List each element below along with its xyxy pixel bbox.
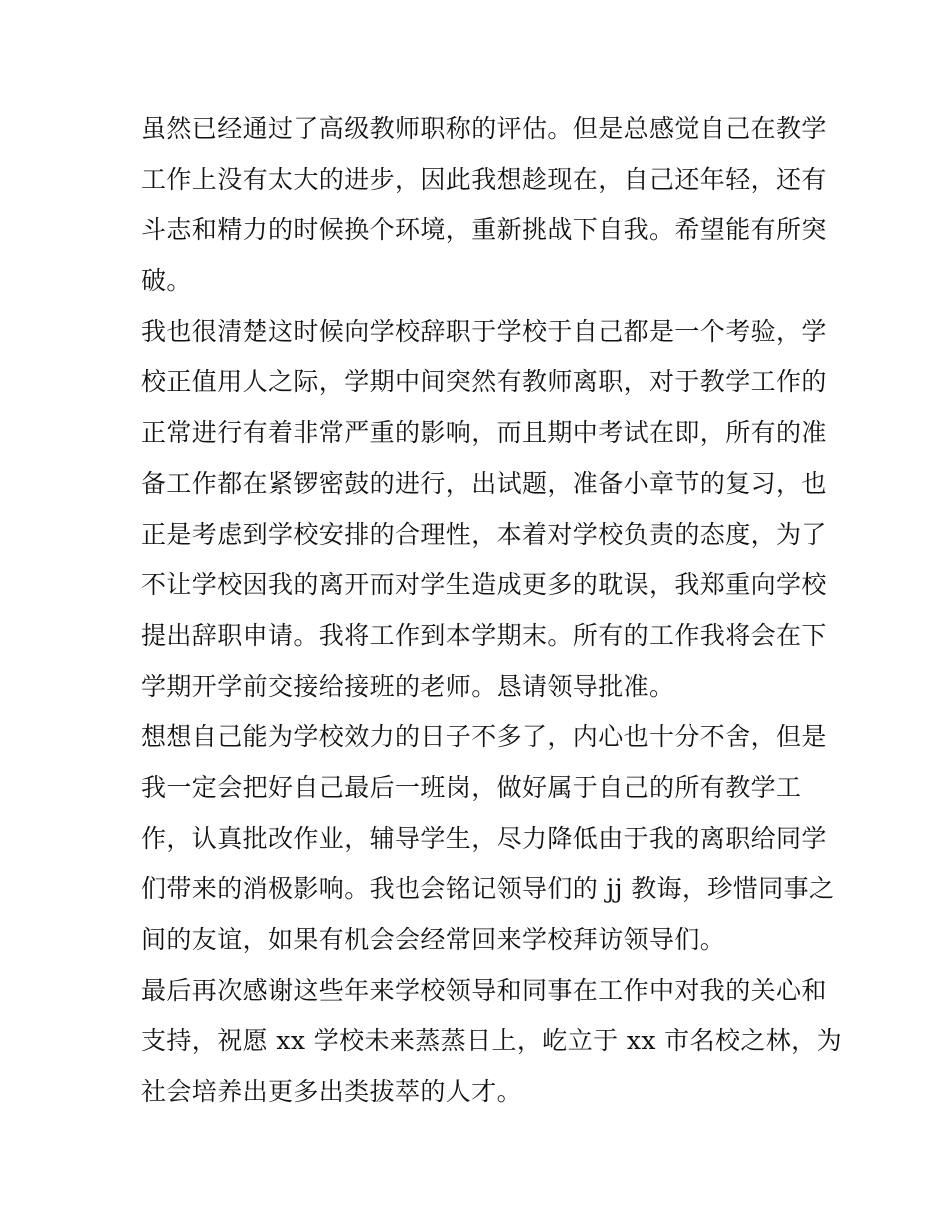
text-line: 虽然已经通过了高级教师职称的评估。但是总感觉自己在教学 [141,114,827,143]
text-line: 不让学校因我的离开而对学生造成更多的耽误，我郑重向学校 [141,570,827,600]
text-line: 提出辞职申请。我将工作到本学期末。所有的工作我将会在下 [141,620,827,650]
text-line: 想想自己能为学校效力的日子不多了，内心也十分不舍，但是 [141,722,827,752]
text-line: 社会培养出更多出类拔萃的人才。 [141,1077,523,1107]
text-line: 校正值用人之际，学期中间突然有教师离职，对于教学工作的 [141,367,827,397]
text-line: 我一定会把好自己最后一班岗，做好属于自己的所有教学工 [141,772,802,802]
text-line: 正是考虑到学校安排的合理性，本着对学校负责的态度，为了 [141,519,827,549]
letter-body [141,104,842,1118]
text-line: 们带来的消极影响。我也会铭记领导们的 jj 教诲，珍惜同事之 [141,874,835,904]
text-line: 工作上没有太大的进步，因此我想趁现在，自己还年轻，还有 [141,164,827,194]
text-line: 正常进行有着非常严重的影响，而且期中考试在即，所有的准 [141,418,827,448]
text-line: 学期开学前交接给接班的老师。恳请领导批准。 [141,671,675,701]
text-line: 作，认真批改作业，辅导学生，尽力降低由于我的离职给同学 [141,823,827,853]
text-line: 破。 [141,266,192,296]
text-line: 我也很清楚这时候向学校辞职于学校于自己都是一个考验，学 [141,316,827,346]
text-line: 斗志和精力的时候换个环境，重新挑战下自我。希望能有所突 [141,215,827,245]
text-line: 备工作都在紧锣密鼓的进行，出试题，准备小章节的复习，也 [141,468,827,498]
text-line: 最后再次感谢这些年来学校领导和同事在工作中对我的关心和 [141,975,827,1005]
text-line: 间的友谊，如果有机会会经常回来学校拜访领导们。 [141,925,726,954]
text-line: 支持，祝愿 xx 学校未来蒸蒸日上，屹立于 xx 市名校之林，为 [141,1026,842,1056]
